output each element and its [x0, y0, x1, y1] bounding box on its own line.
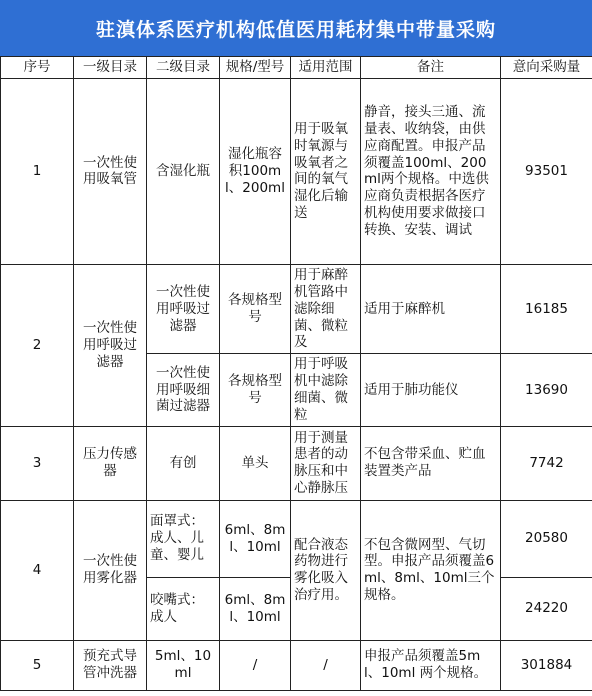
cell-scope: 用于呼吸机中滤除细菌、微粒: [291, 354, 361, 427]
cell-cat2: 面罩式：成人、儿童、婴儿: [147, 500, 220, 577]
table-row: [1, 640, 592, 690]
cell-cat2: 有创: [147, 426, 220, 500]
cell-note: 不包含微网型、气切型。申报产品须覆盖6ml、8ml、10ml三个规格。: [361, 500, 501, 640]
header-cat1: 一级目录: [74, 57, 147, 79]
header-note: 备注: [361, 57, 501, 79]
cell-spec: 单头: [220, 426, 291, 500]
cell-note: 申报产品须覆盖5ml、10ml 两个规格。: [361, 640, 501, 690]
cell-scope: 用于吸氧时氧源与吸氧者之间的氧气湿化后输送: [291, 78, 361, 264]
header-cat2: 二级目录: [147, 57, 220, 79]
cell-cat2: 含湿化瓶: [147, 78, 220, 264]
cell-scope: 用于测量患者的动脉压和中心静脉压: [291, 426, 361, 500]
cell-scope: 配合液态药物进行雾化吸入治疗用。: [291, 500, 361, 640]
header-qty: 意向采购量: [501, 57, 592, 79]
cell-qty: 13690: [501, 354, 592, 427]
table-row: [1, 78, 592, 264]
header-no: 序号: [1, 57, 74, 79]
cell-spec: /: [220, 640, 291, 690]
cell-cat1: 预充式导管冲洗器: [74, 640, 147, 690]
cell-cat1: 一次性使用雾化器: [74, 500, 147, 640]
cell-qty: 93501: [501, 78, 592, 264]
cell-no: 2: [1, 264, 74, 426]
header-scope: 适用范围: [291, 57, 361, 79]
cell-spec: 各规格型号: [220, 264, 291, 353]
cell-note: 不包含带采血、贮血装置类产品: [361, 426, 501, 500]
cell-no: 3: [1, 426, 74, 500]
cell-qty: 24220: [501, 577, 592, 640]
cell-scope: 用于麻醉机管路中滤除细菌、微粒及: [291, 264, 361, 353]
cell-note: 静音，接头三通、流量表、收纳袋，由供应商配置。申报产品须覆盖100ml、200ml两个规格。中选供应商负责根据各医疗机构使用要求做接口转换、安装、调试: [361, 78, 501, 264]
header-row: [1, 57, 592, 79]
cell-note: 适用于肺功能仪: [361, 354, 501, 427]
cell-note: 适用于麻醉机: [361, 264, 501, 353]
cell-no: 5: [1, 640, 74, 690]
cell-cat1: 一次性使用呼吸过滤器: [74, 264, 147, 426]
cell-spec: 6ml、8ml、10ml: [220, 577, 291, 640]
table-row: [1, 500, 592, 577]
cell-scope: /: [291, 640, 361, 690]
page-title: 驻滇体系医疗机构低值医用耗材集中带量采购: [0, 0, 592, 56]
table-row: [1, 426, 592, 500]
cell-cat1: 一次性使用吸氧管: [74, 78, 147, 264]
procurement-table: [0, 56, 592, 691]
table-row: [1, 264, 592, 353]
cell-cat1: 压力传感器: [74, 426, 147, 500]
cell-qty: 301884: [501, 640, 592, 690]
cell-spec: 各规格型号: [220, 354, 291, 427]
cell-no: 1: [1, 78, 74, 264]
cell-cat2: 咬嘴式：成人: [147, 577, 220, 640]
cell-spec: 6ml、8ml、10ml: [220, 500, 291, 577]
header-spec: 规格/型号: [220, 57, 291, 79]
cell-cat2: 一次性使用呼吸过滤器: [147, 264, 220, 353]
cell-qty: 16185: [501, 264, 592, 353]
cell-cat2: 5ml、10ml: [147, 640, 220, 690]
cell-cat2: 一次性使用呼吸细菌过滤器: [147, 354, 220, 427]
cell-qty: 7742: [501, 426, 592, 500]
cell-spec: 湿化瓶容积100ml、200ml: [220, 78, 291, 264]
cell-no: 4: [1, 500, 74, 640]
cell-qty: 20580: [501, 500, 592, 577]
